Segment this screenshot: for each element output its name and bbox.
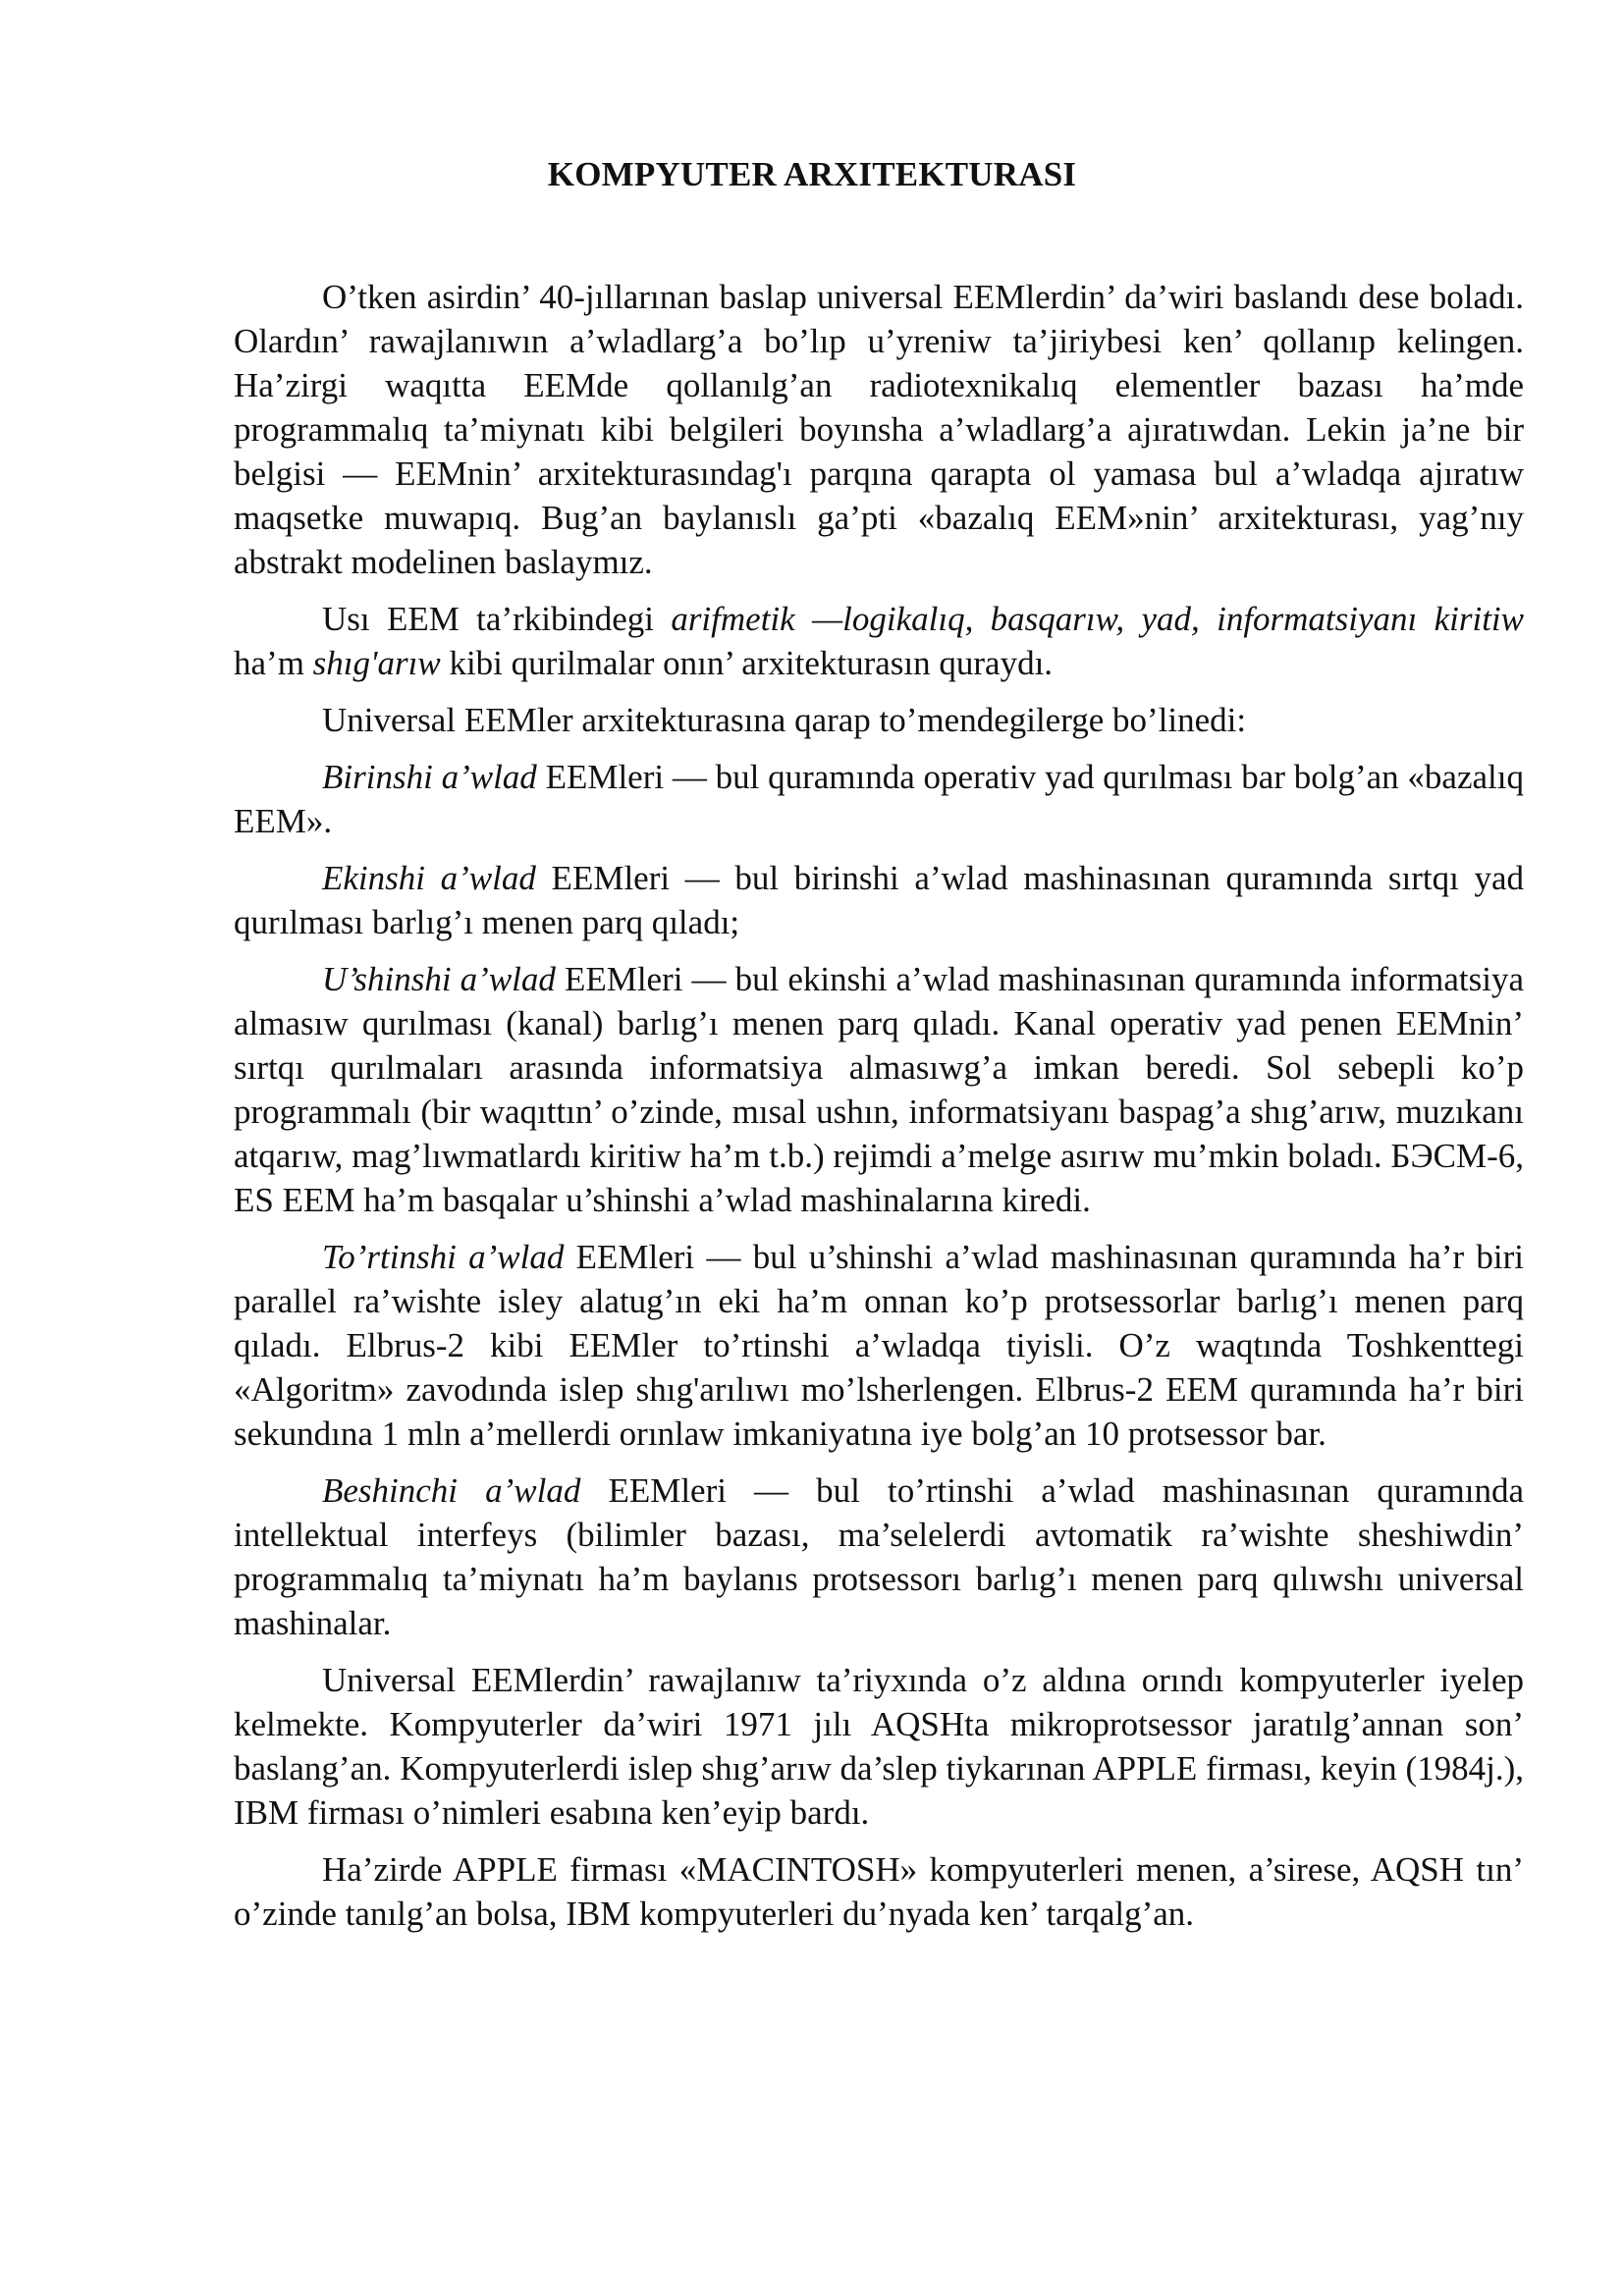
text-run: EEMleri — bul to’rtinshi a’wlad mashinasınan quramında intellektual interfeys (bilimler bazası, ma’selelerdi avtomatik ra’wishte sheshiwdin’ programmalıq ta’miynatı ha’m baylanıs protsessorı barlıg’ı menen parq qılıwshı universal mashinalar. bbox=[234, 1471, 1524, 1642]
text-run: kibi qurilmalar onın’ arxitekturasın quraydı. bbox=[440, 644, 1054, 682]
text-run: ha’m bbox=[234, 644, 313, 682]
paragraph bbox=[234, 856, 1524, 944]
paragraph bbox=[234, 698, 1524, 742]
text-run: EEMleri — bul ekinshi a’wlad mashinasınan quramında informatsiya almasıw qurılması (kanal) barlıg’ı menen parq qıladı. Kanal operativ yad penen EEMnin’ sırtqı qurılmaları arasında informatsiya almasıwg’a imkan beredi. Sol sebepli ko’p programmalı (bir waqıttın’ o’zinde, mısal ushın, informatsiyanı baspag’a shıg’arıw, muzıkanı atqarıw, mag’lıwmatlardı kiritiw ha’m t.b.) rejimdi a’melge asırıw mu’mkin boladı. БЭСМ-6, ES EEM ha’m basqalar u’shinshi a’wlad mashinalarına kiredi. bbox=[234, 960, 1524, 1219]
paragraph bbox=[234, 755, 1524, 843]
text-run: Universal EEMlerdin’ rawajlanıw ta’riyxında o’z aldına orındı kompyuterler iyelep kelmekte. Kompyuterler da’wiri 1971 jılı AQSHta mikroprotsessor jaratılg’annan son’ baslang’an. Kompyuterlerdi islep shıg’arıw da’slep tiykarınan APPLE firması, keyin (1984j.), IBM firması o’nimleri esabına ken’eyip bardı. bbox=[234, 1661, 1524, 1832]
paragraph bbox=[234, 1847, 1524, 1936]
paragraph bbox=[234, 1468, 1524, 1645]
text-run: Universal EEMler arxitekturasına qarap to’mendegilerge bo’linedi: bbox=[322, 701, 1247, 739]
italic-text: shıg'arıw bbox=[312, 644, 441, 682]
text-run: O’tken asirdin’ 40-jıllarınan baslap universal EEMlerdin’ da’wiri baslandı dese boladı. Olardın’ rawajlanıwın a’wladlarg’a bo’lıp u’yreniw ta’jiriybesi ken’ qollanıp kelingen. Ha’zirgi waqıtta EEMde qollanılg’an radiotexnikalıq elementler bazası ha’mde programmalıq ta’miynatı kibi belgileri boyınsha a’wladlarg’a ajıratıwdan. Lekin ja’ne bir belgisi — EEMnin’ arxitekturasındag'ı parqına qarapta ol yamasa bul a’wladqa ajıratıw maqsetke muwapıq. Bug’an baylanıslı ga’pti «bazalıq EEM»nin’ arxitekturası, yag’nıy abstrakt modelinen baslaymız. bbox=[234, 278, 1524, 581]
document-title: KOMPYUTER ARXITEKTURASI bbox=[547, 155, 1077, 193]
text-run: Ha’zirde APPLE firması «MACINTOSH» kompyuterleri menen, a’sirese, AQSH tın’ o’zinde tanılg’an bolsa, IBM kompyuterleri du’nyada ken’ tarqalg’an. bbox=[234, 1850, 1524, 1933]
paragraph bbox=[234, 1658, 1524, 1835]
document-body bbox=[234, 275, 1524, 1949]
italic-text: Birinshi a’wlad bbox=[322, 758, 537, 796]
paragraph bbox=[234, 597, 1524, 685]
italic-text: arifmetik —logikalıq, basqarıw, yad, informatsiyanı kiritiw bbox=[671, 600, 1525, 638]
italic-text: Ekinshi a’wlad bbox=[322, 859, 536, 897]
italic-text: Beshinchi a’wlad bbox=[322, 1471, 581, 1510]
paragraph bbox=[234, 275, 1524, 584]
paragraph bbox=[234, 957, 1524, 1222]
text-run: Usı EEM ta’rkibindegi bbox=[322, 600, 672, 638]
text-run: EEMleri — bul quramında operativ yad qurılması bar bolg’an «bazalıq EEM». bbox=[234, 758, 1524, 840]
text-run: EEMleri — bul birinshi a’wlad mashinasınan quramında sırtqı yad qurılması barlıg’ı menen parq qıladı; bbox=[234, 859, 1524, 941]
italic-text: U’shinshi a’wlad bbox=[322, 960, 556, 998]
paragraph bbox=[234, 1235, 1524, 1456]
text-run: EEMleri — bul u’shinshi a’wlad mashinasınan quramında ha’r biri parallel ra’wishte isley alatug’ın eki ha’m onnan ko’p protsessorlar barlıg’ı menen parq qıladı. Elbrus-2 kibi EEMler to’rtinshi a’wladqa tiyisli. O’z waqtında Toshkenttegi «Algoritm» zavodında islep shıg'arılıwı mo’lsherlengen. Elbrus-2 EEM quramında ha’r biri sekundına 1 mln a’mellerdi orınlaw imkaniyatına iye bolg’an 10 protsessor bar. bbox=[234, 1238, 1524, 1453]
italic-text: To’rtinshi a’wlad bbox=[322, 1238, 565, 1276]
